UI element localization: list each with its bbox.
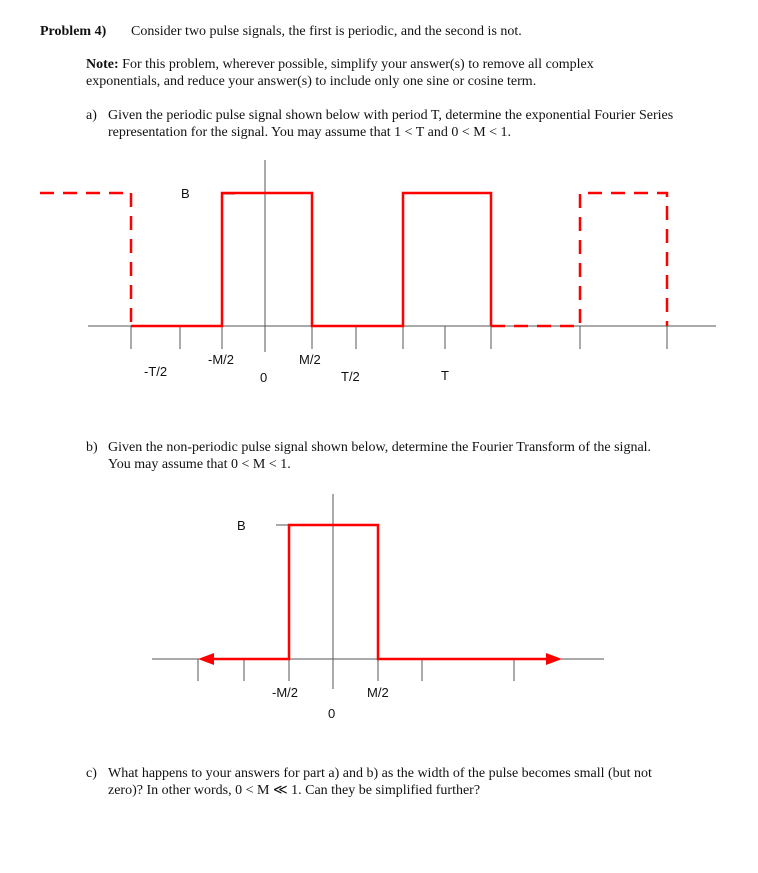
- tick-label-t-half: T/2: [341, 369, 360, 384]
- part-c-line-1: What happens to your answers for part a) and b) as the width of the pulse becomes small (but not: [108, 766, 652, 781]
- tick-label-zero-b: 0: [328, 706, 336, 721]
- tick-label-zero: 0: [260, 370, 268, 385]
- tick-label-neg-t-half: -T/2: [144, 364, 168, 379]
- part-b-marker: b): [86, 440, 98, 455]
- figure-a-amplitude-label: B: [181, 186, 190, 201]
- tick-label-t: T: [441, 368, 449, 383]
- note-text-1: For this problem, wherever possible, simplify your answer(s) to remove all complex: [122, 57, 594, 72]
- part-a-line-1: Given the periodic pulse signal shown below with period T, determine the exponential Fourier Series: [108, 108, 674, 123]
- periodic-pulse-figure: [0, 0, 758, 420]
- part-c-line-2: zero)? In other words, 0 < M ≪ 1. Can they be simplified further?: [108, 783, 481, 798]
- tick-label-neg-m-half-b: -M/2: [272, 685, 298, 700]
- note-label: Note:: [86, 57, 119, 72]
- pulse-train-solid: [131, 193, 491, 326]
- part-a-marker: a): [86, 108, 97, 123]
- problem-intro: Consider two pulse signals, the first is periodic, and the second is not.: [131, 24, 522, 39]
- single-pulse-path: [208, 525, 550, 659]
- note-line-2: exponentials, and reduce your answer(s) to include only one sine or cosine term.: [86, 74, 537, 89]
- left-arrowhead: [198, 653, 214, 665]
- periodic-pulse-signal: [40, 193, 667, 326]
- single-pulse-signal: [208, 525, 550, 659]
- dashed-extension-right: [491, 193, 667, 326]
- part-c-marker: c): [86, 766, 97, 781]
- tick-label-neg-m-half: -M/2: [208, 352, 234, 367]
- tick-label-m-half-b: M/2: [367, 685, 389, 700]
- figure-b-amplitude-label: B: [237, 518, 246, 533]
- tick-label-m-half: M/2: [299, 352, 321, 367]
- figure-b-axes: [152, 494, 604, 689]
- part-b-line-2: You may assume that 0 < M < 1.: [108, 457, 291, 472]
- part-a-line-2: representation for the signal. You may assume that 1 < T and 0 < M < 1.: [108, 125, 512, 140]
- part-b-line-1: Given the non-periodic pulse signal shown below, determine the Fourier Transform of the signal.: [108, 440, 652, 455]
- right-arrowhead: [546, 653, 562, 665]
- problem-label: Problem 4): [40, 24, 107, 39]
